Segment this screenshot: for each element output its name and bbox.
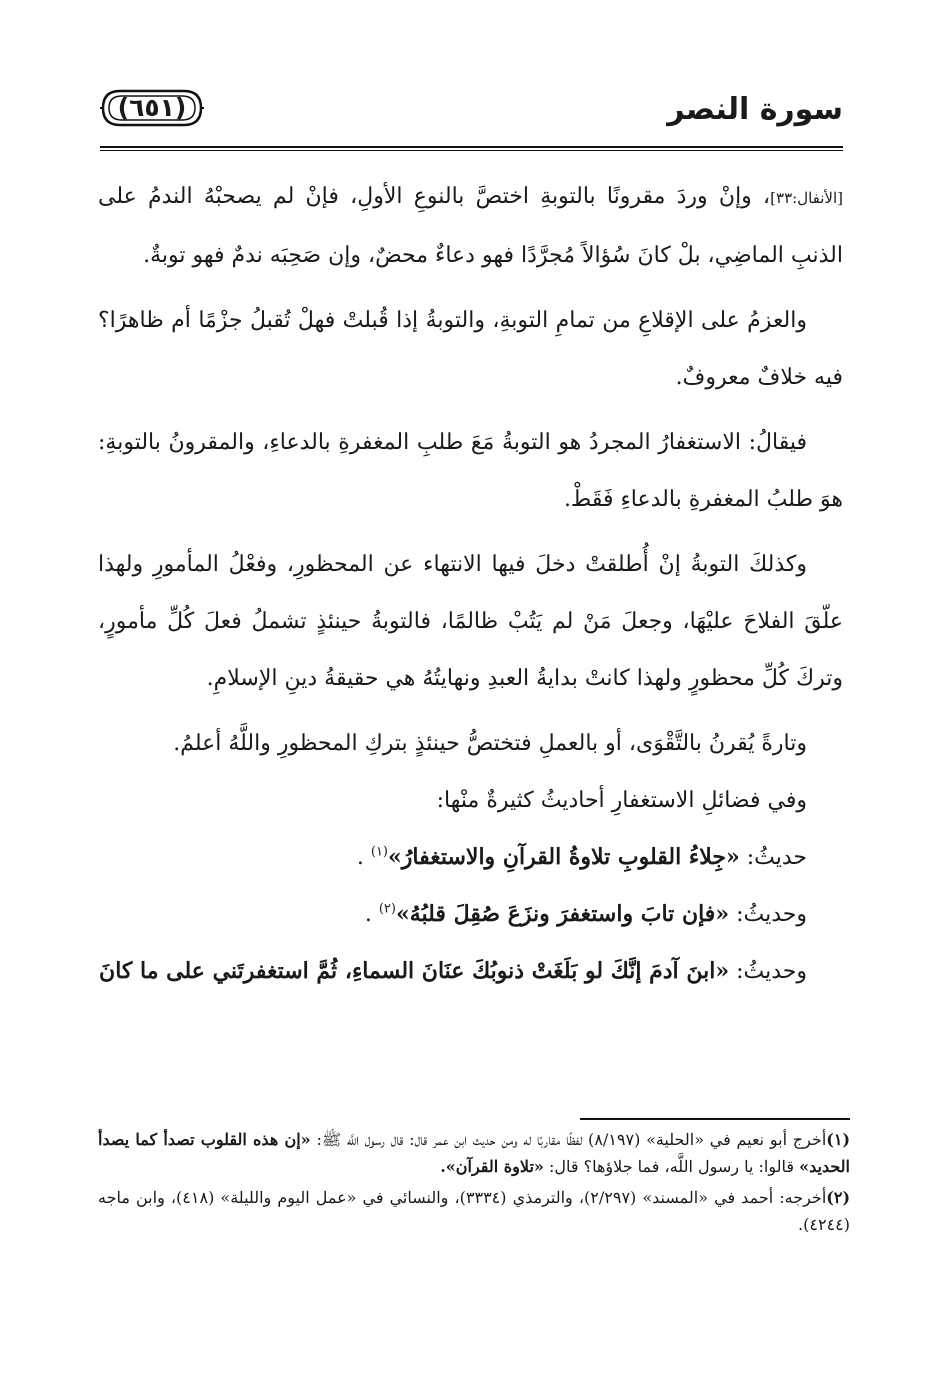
footnote-marker-1: (١) [370, 844, 388, 860]
footnote-2 [98, 1184, 850, 1238]
header-divider [100, 146, 843, 148]
hadith-2-text: «فإن تابَ واستغفرَ ونزَعَ صُقِلَ قلبُهُ» [395, 901, 730, 927]
page-header [100, 80, 843, 150]
footnote-1-quote: «إن هذه القلوب تصدأ كما يصدأ الحديد» [98, 1130, 850, 1176]
paragraph-1-text: ، وإنْ وردَ مقرونًا بالتوبةِ اختصَّ بالنوعِ الأولِ، فإنْ لم يصحبْهُ الندمُ على الذنبِ الماضِي، بلْ كانَ سُؤالاً مُجرَّدًا فهو دعاءٌ محضٌ، وإن صَحِبَه ندمٌ فهو توبةٌ. [98, 184, 843, 268]
hadith-3 [98, 943, 843, 1000]
hadith-1-end: . [356, 845, 364, 870]
hadith-2 [98, 886, 843, 943]
hadith-2-lead: وحديثُ: [736, 902, 807, 927]
hadith-1 [98, 829, 843, 886]
footnote-2-number: (٢) [826, 1188, 851, 1207]
hadith-1-text: «جِلاءُ القلوبِ تلاوةُ القرآنِ والاستغفارُ» [388, 844, 740, 870]
hadith-3-text: «ابنَ آدمَ إنَّكَ لو بَلَغَتْ ذنوبُكَ عنَانَ السماءِ، ثُمَّ استغفرتَني على ما كانَ [99, 958, 730, 984]
footnote-2-text: أخرجه: أحمد في «المسند» (٢/٢٩٧)، والترمذي (٣٣٣٤)، والنسائي في «عمل اليوم والليلة» (٤١٨)، وابن ماجه (٤٢٤٤). [98, 1188, 850, 1234]
main-text [98, 168, 843, 1000]
paragraph-5: وتارةً يُقرنُ بالتَّقْوَى، أو بالعملِ فتختصُّ حينئذٍ بتركِ المحظورِ واللَّهُ أعلمُ. [173, 731, 807, 756]
page-number: (٦٥١) [117, 93, 187, 122]
footnote-1-text: أخرج أبو نعيم في «الحلية» (٨/١٩٧) لفظًا مقاربًا له ومن حديث ابن عمر قال: قال رسول اللَّه ﷺ: [316, 1130, 827, 1149]
footnote-1-quote2: «تلاوة القرآن». [440, 1157, 544, 1176]
hadith-3-lead: وحديثُ: [736, 959, 807, 984]
header-divider-thin [100, 150, 843, 151]
paragraph-3: فيقالُ: الاستغفارُ المجردُ هو التوبةُ مَعَ طلبِ المغفرةِ بالدعاءِ، والمقرونُ بالتوبةِ: هوَ طلبُ المغفرةِ بالدعاءِ فَقَطْ. [98, 430, 843, 512]
footnote-1-text2: قالوا: يا رسول اللَّه، فما جلاؤها؟ قال: [548, 1157, 794, 1176]
footnote-divider [580, 1118, 850, 1120]
footnotes [98, 1126, 850, 1242]
paragraph-4: وكذلكَ التوبةُ إنْ أُطلقتْ دخلَ فيها الانتهاء عن المحظورِ، وفعْلُ المأمورِ ولهذا علّقَ الفلاحَ عليْهَا، وجعلَ مَنْ لم يَتُبْ ظالمًا، فالتوبةُ حينئذٍ تشملُ فعلَ كُلِّ مأمورٍ، وتركَ كُلِّ محظورٍ ولهذا كانتْ بدايةُ العبدِ ونهايتُهُ هي حقيقةُ دينِ الإسلامِ. [98, 552, 843, 691]
hadith-2-end: . [364, 902, 372, 927]
footnote-1-number: (١) [826, 1130, 851, 1149]
hadith-1-lead: حديثُ: [746, 845, 807, 870]
page-number-badge [100, 88, 204, 128]
surah-title: سورة النصر [667, 92, 843, 127]
paragraph-1 [98, 168, 843, 284]
paragraph-6: وفي فضائلِ الاستغفارِ أحاديثُ كثيرةٌ منْها: [436, 788, 807, 813]
footnote-1 [98, 1126, 850, 1180]
footnote-marker-2: (٢) [378, 901, 396, 917]
paragraph-2: والعزمُ على الإقلاعِ من تمامِ التوبةِ، والتوبةُ إذا قُبلتْ فهلْ تُقبلُ جزْمًا أم ظاهرًا؟ فيه خلافٌ معروفٌ. [98, 308, 843, 390]
quran-reference: [الأنفال:٣٣] [770, 189, 843, 207]
